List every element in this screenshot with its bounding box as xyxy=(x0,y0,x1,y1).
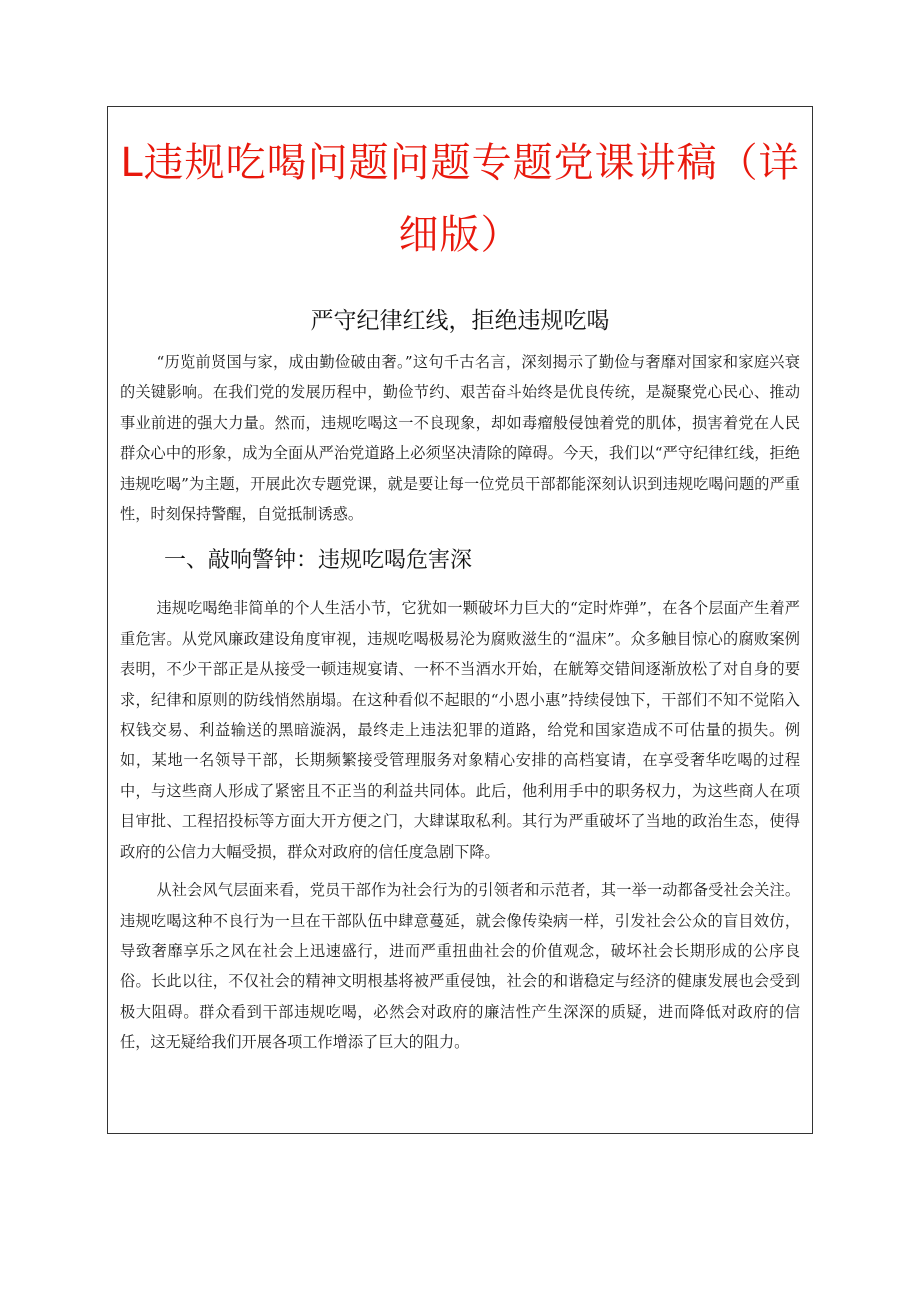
section-heading: 一、敲响警钟：违规吃喝危害深 xyxy=(164,548,473,574)
body-paragraph: 违规吃喝绝非简单的个人生活小节，它犹如一颗破坏力巨大的“定时炸弹”，在各个层面产生着严重危害。从党风廉政建设角度审视，违规吃喝极易沦为腐败滋生的“温床”。众多触目惊心的腐败案例表明，不少干部正是从接受一顿违规宴请、一杯不当酒水开始，在觥筹交错间逐渐放松了对自身的要求，纪律和原则的防线悄然崩塌。在这种看似不起眼的“小恩小惠”持续侵蚀下，干部们不知不觉陷入权钱交易、利益输送的黑暗漩涡，最终走上违法犯罪的道路，给党和国家造成不可估量的损失。例如，某地一名领导干部，长期频繁接受管理服务对象精心安排的高档宴请，在享受奢华吃喝的过程中，与这些商人形成了紧密且不正当的利益共同体。此后，他利用手中的职务权力，为这些商人在项目审批、工程招投标等方面大开方便之门，大肆谋取私利。其行为严重破坏了当地的政治生态，使得政府的公信力大幅受损，群众对政府的信任度急剧下降。 xyxy=(120,599,800,861)
body-paragraph: 从社会风气层面来看，党员干部作为社会行为的引领者和示范者，其一举一动都备受社会关注。违规吃喝这种不良行为一旦在干部队伍中肆意蔓延，就会像传染病一样，引发社会公众的盲目效仿，导致奢靡享乐之风在社会上迅速盛行，进而严重扭曲社会的价值观念，破坏社会长期形成的公序良俗。长此以往，不仅社会的精神文明根基将被严重侵蚀，社会的和谐稳定与经济的健康发展也会受到极大阻碍。群众看到干部违规吃喝，必然会对政府的廉洁性产生深深的质疑，进而降低对政府的信任，这无疑给我们开展各项工作增添了巨大的阻力。 xyxy=(120,881,800,1052)
document-title: L违规吃喝问题问题专题党课讲稿（详细版） xyxy=(120,140,800,258)
intro-paragraph: “历览前贤国与家，成由勤俭破由奢。”这句千古名言，深刻揭示了勤俭与奢靡对国家和家庭兴衰的关键影响。在我们党的发展历程中，勤俭节约、艰苦奋斗始终是优良传统，是凝聚党心民心、推动事业前进的强大力量。然而，违规吃喝这一不良现象，却如毒瘤般侵蚀着党的肌体，损害着党在人民群众心中的形象，成为全面从严治党道路上必须坚决清除的障碍。今天，我们以“严守纪律红线，拒绝违规吃喝”为主题，开展此次专题党课，就是要让每一位党员干部都能深刻认识到违规吃喝问题的严重性，时刻保持警醒，自觉抵制诱惑。 xyxy=(120,353,800,524)
document-frame xyxy=(107,106,813,1134)
document-subtitle: 严守纪律红线，拒绝违规吃喝 xyxy=(310,308,610,334)
